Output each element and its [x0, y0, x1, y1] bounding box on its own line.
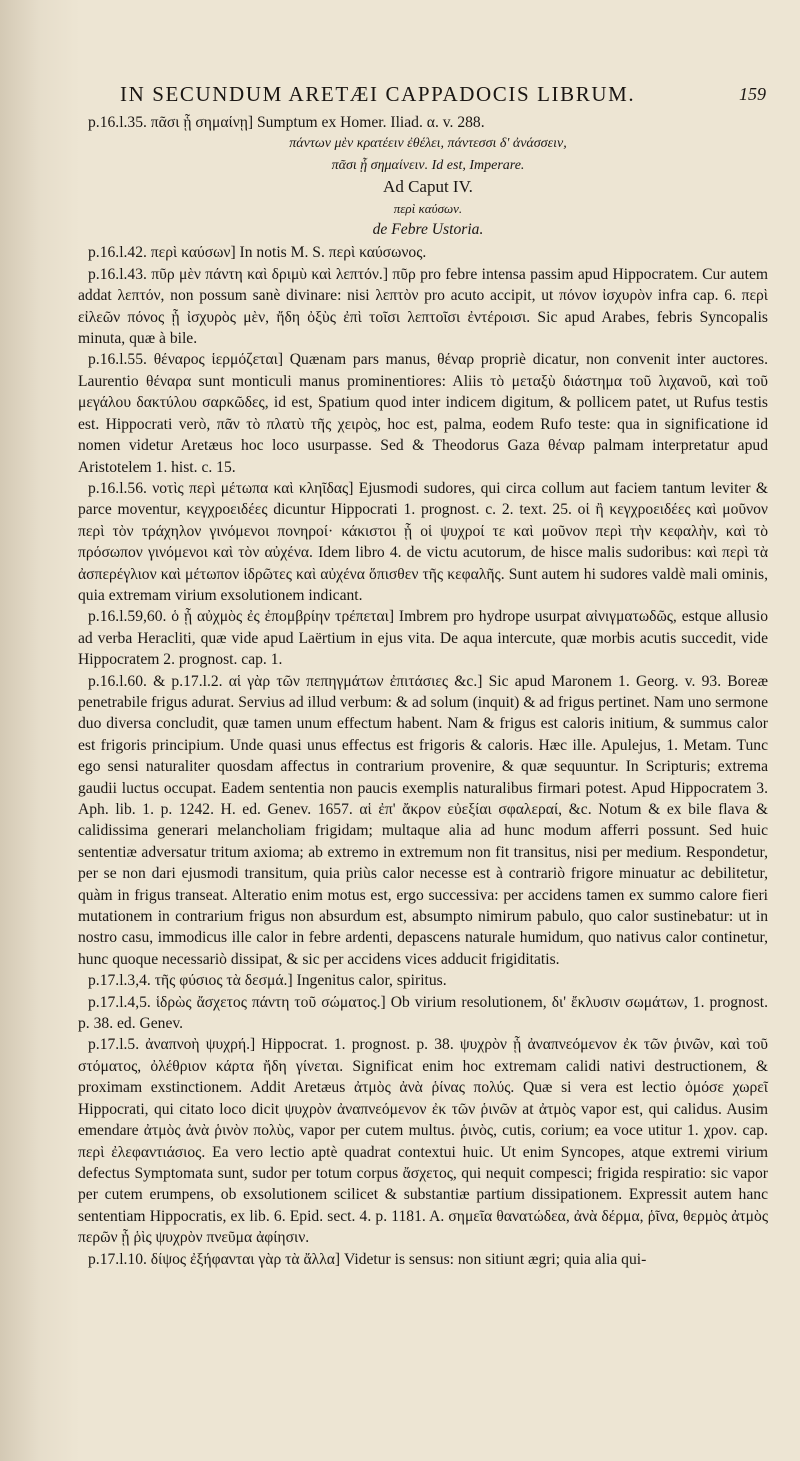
note-paragraph: p.16.l.55. θέναρος ἱερμόζεται] Quænam pars manus, θέναρ propriè dicatur, non convenit inter auctores. Laurentio θέναρα sunt monticuli manus prominentiores: Aliis τὸ μεταξὺ διάστημα τοῦ λιχανοῦ, καὶ τοῦ μεγάλου δακτύλου σαρκῶδες, id est, Spatium quod inter indicem digitum, & pollicem patet, ut Rufus testis est. Hippocrati verò, πᾶν τὸ πλατὺ τῆς χειρὸς, hoc est, palma, eodem Rufo teste: qua in significatione id nomen videtur Aretæus hoc loco usurpasse. Sed & Theodorus Gaza θέναρ palmam interpretatur apud Aristotelem 1. hist. c. 15.	[78, 351, 768, 476]
note-paragraph: p.16.l.56. νοτὶς περὶ μέτωπα καὶ κληῖδας] Ejusmodi sudores, qui circa collum aut faciem tantum leviter & parce moventur, κεγχροειδέες dicuntur Hippocrati 1. prognost. c. 2. text. 25. οἱ ἢ κεγχροειδέες καὶ μοῦνον περὶ τὸν τράχηλον γινόμενοι πονηροί· κάκιστοι ᾗ οἱ ψυχροί τε καὶ μοῦνον περὶ τὴν κεφαλὴν, καὶ τὸ πρόσωπον γινόμενοι καὶ τὸν αὐχένα. Idem libro 4. de victu acutorum, de hisce malis sudoribus: καὶ περὶ τὰ ἀσπερέγλιον καὶ μέτωπον ἱδρῶτες καὶ αὐχένα ὅπισθεν τῆς κεφαλῆς. Sunt autem hi sudores valdè mali ominis, quia extremam virium exsolutionem indicant.	[78, 479, 768, 604]
homer-verse-2: πᾶσι ᾗ σημαίνειν. Id est, Imperare.	[331, 157, 525, 173]
page-header	[78, 82, 768, 112]
note-paragraph: p.17.l.10. δίψος ἐξήφανται γὰρ τὰ ἄλλα] Videtur is sensus: non sitiunt ægri; quia alia qui-	[88, 1250, 647, 1268]
running-title: IN SECUNDUM ARETÆI CAPPADOCIS LIBRUM.	[120, 82, 636, 106]
note-paragraph: p.17.l.3,4. τῆς φύσιος τὰ δεσμά.] Ingenitus calor, spiritus.	[88, 972, 447, 990]
note-paragraph: p.16.l.59,60. ὁ ᾗ αὐχμὸς ἐς ἐπομβρίην τρέπεται] Imbrem pro hydrope usurpat αἰνιγματωδῶς, estque allusio ad verba Heracliti, quæ vide apud Laërtium in ejus vita. De aqua intercute, quæ morbis acutis succedit, vide Hippocratem 2. prognost. cap. 1.	[78, 608, 768, 669]
homer-verse-1: πάντων μὲν κρατέειν ἐθέλει, πάντεσσι δ' ἀνάσσειν,	[289, 136, 567, 152]
page-number: 159	[739, 84, 766, 104]
opening-line: p.16.l.35. πᾶσι ᾗ σημαίνῃ] Sumptum ex Homer. Iliad. α. v. 288.	[88, 114, 485, 131]
chapter-greek-title: περὶ καύσων.	[393, 200, 463, 216]
page-body	[78, 112, 768, 1270]
chapter-subtitle: de Febre Ustoria.	[372, 221, 484, 239]
chapter-heading: Ad Caput IV.	[383, 177, 473, 197]
note-paragraph: p.16.l.43. πῦρ μὲν πάντη καὶ δριμὺ καὶ λεπτόν.] πῦρ pro febre intensa passim apud Hippocratem. Cur autem addat λεπτόν, non possum sanè divinare: nisi λεπτὸν pro acuto accipit, ut πόνον ἰσχυρὸν infra cap. 6. περὶ εἰλεῶν πόνος ᾗ ἰσχυρὸς μὲν, ἤδη ὀξὺς ἐπὶ τοῖσι λεπτοῖσι ἐντέροισι. Sic apud Arabes, febris Syncopalis minuta, quæ à bile.	[78, 265, 768, 348]
note-paragraph: p.16.l.60. & p.17.l.2. αἱ γὰρ τῶν πεπηγμάτων ἐπιτάσιες &c.] Sic apud Maronem 1. Georg. v. 93. Boreæ penetrabile frigus adurat. Servius ad illud verbum: & ad solum (inquit) & ad frigus pertinet. Nam uno sermone duo diversa concludit, quæ tamen unum effectum habent. Nam & frigus est caloris initium, & summus calor est frigoris principium. Unde quasi unus effectus est frigoris & caloris. Hæc ille. Apulejus, 1. Metam. Tunc ego sensi naturaliter quosdam affectus in contrarium provenire, & quæ sequuntur. In Scripturis; extrema gaudii luctus occupat. Eadem sententia non paucis exemplis naturalibus firmari potest. Apud Hippocratem 3. Aph. lib. 1. p. 1242. H. ed. Genev. 1657. αἱ ἐπ' ἄκρον εὐεξίαι σφαλεραί, &c. Notum & ex bile flava & calidissima generari melancholiam frigidam; multaque alia ad hunc modum afferri possunt. Sed huic sententiæ adversatur tritum axioma; ab extremo in extremum non fit transitus, nisi per medium. Respondetur, per se non dari ejusmodi transitum, quia priùs calor necesse est à contrariò frigore minuatur ac debilitetur, quàm in frigus transeat. Alteratio enim motus est, ergo successiva: per accidens tamen ex summo calore fieri mutationem in contrarium frigus non absurdum est, absumpto nimirum pabulo, quo calor sustinebatur: ut in nostro casu, immodicus ille calor in febre ardenti, depascens naturale humidum, quo nativus calor continetur, hunc quoque necessariò dissipat, & sic per accidens vices adducit frigiditatis.	[78, 672, 768, 968]
note-paragraph: p.17.l.5. ἀναπνοὴ ψυχρή.] Hippocrat. 1. prognost. p. 38. ψυχρὸν ᾗ ἀναπνεόμενον ἐκ τῶν ῥινῶν, καὶ τοῦ στόματος, ὀλέθριον κάρτα ἤδη γίνεται. Significat enim hoc extremam calidi nativi destructionem, & proximam exstinctionem. Addit Aretæus ἀτμὸς ἀνὰ ῥίνας πολύς. Quæ si vera est lectio ὁμόσε χωρεῖ Hippocrati, qui citato loco dicit ψυχρὸν ἀναπνεόμενον ἐκ τῶν ῥινῶν at ἀτμὸς vapor est, qui calidus. Ausim emendare ἀτμὸς ἀνὰ ῥινὸν πολὺς, vapor per cutem multus. ῥινὸς, cutis, corium; ea voce utitur 1. χρον. cap. περὶ ἐλεφαντιάσιος. Ea vero lectio aptè quadrat contextui huic. Ut enim Syncopes, atque extremi virium defectus Symptomata sunt, sudor per totum corpus ἄσχετος, qui nequit compesci; frigida respiratio: sic vapor per cutem erumpens, ob exsolutionem scilicet & substantiæ partium dissipationem. Expressit autem hanc sententiam Hippocratis, ex lib. 6. Epid. sect. 4. p. 1181. A. σημεῖα θανατώδεα, ἀνὰ δέρμα, ῥῖνα, θερμὸς ἀτμὸς περῶν ᾗ ῥὶς ψυχρὸν πνεῦμα ἀφίησιν.	[78, 1036, 768, 1247]
note-paragraph: p.17.l.4,5. ἱδρὼς ἄσχετος πάντη τοῦ σώματος.] Ob virium resolutionem, δι' ἔκλυσιν σωμάτων, 1. prognost. p. 38. ed. Genev.	[78, 993, 768, 1033]
note-paragraph: p.16.l.42. περὶ καύσων] In notis M. S. περὶ καύσωνος.	[88, 244, 427, 262]
